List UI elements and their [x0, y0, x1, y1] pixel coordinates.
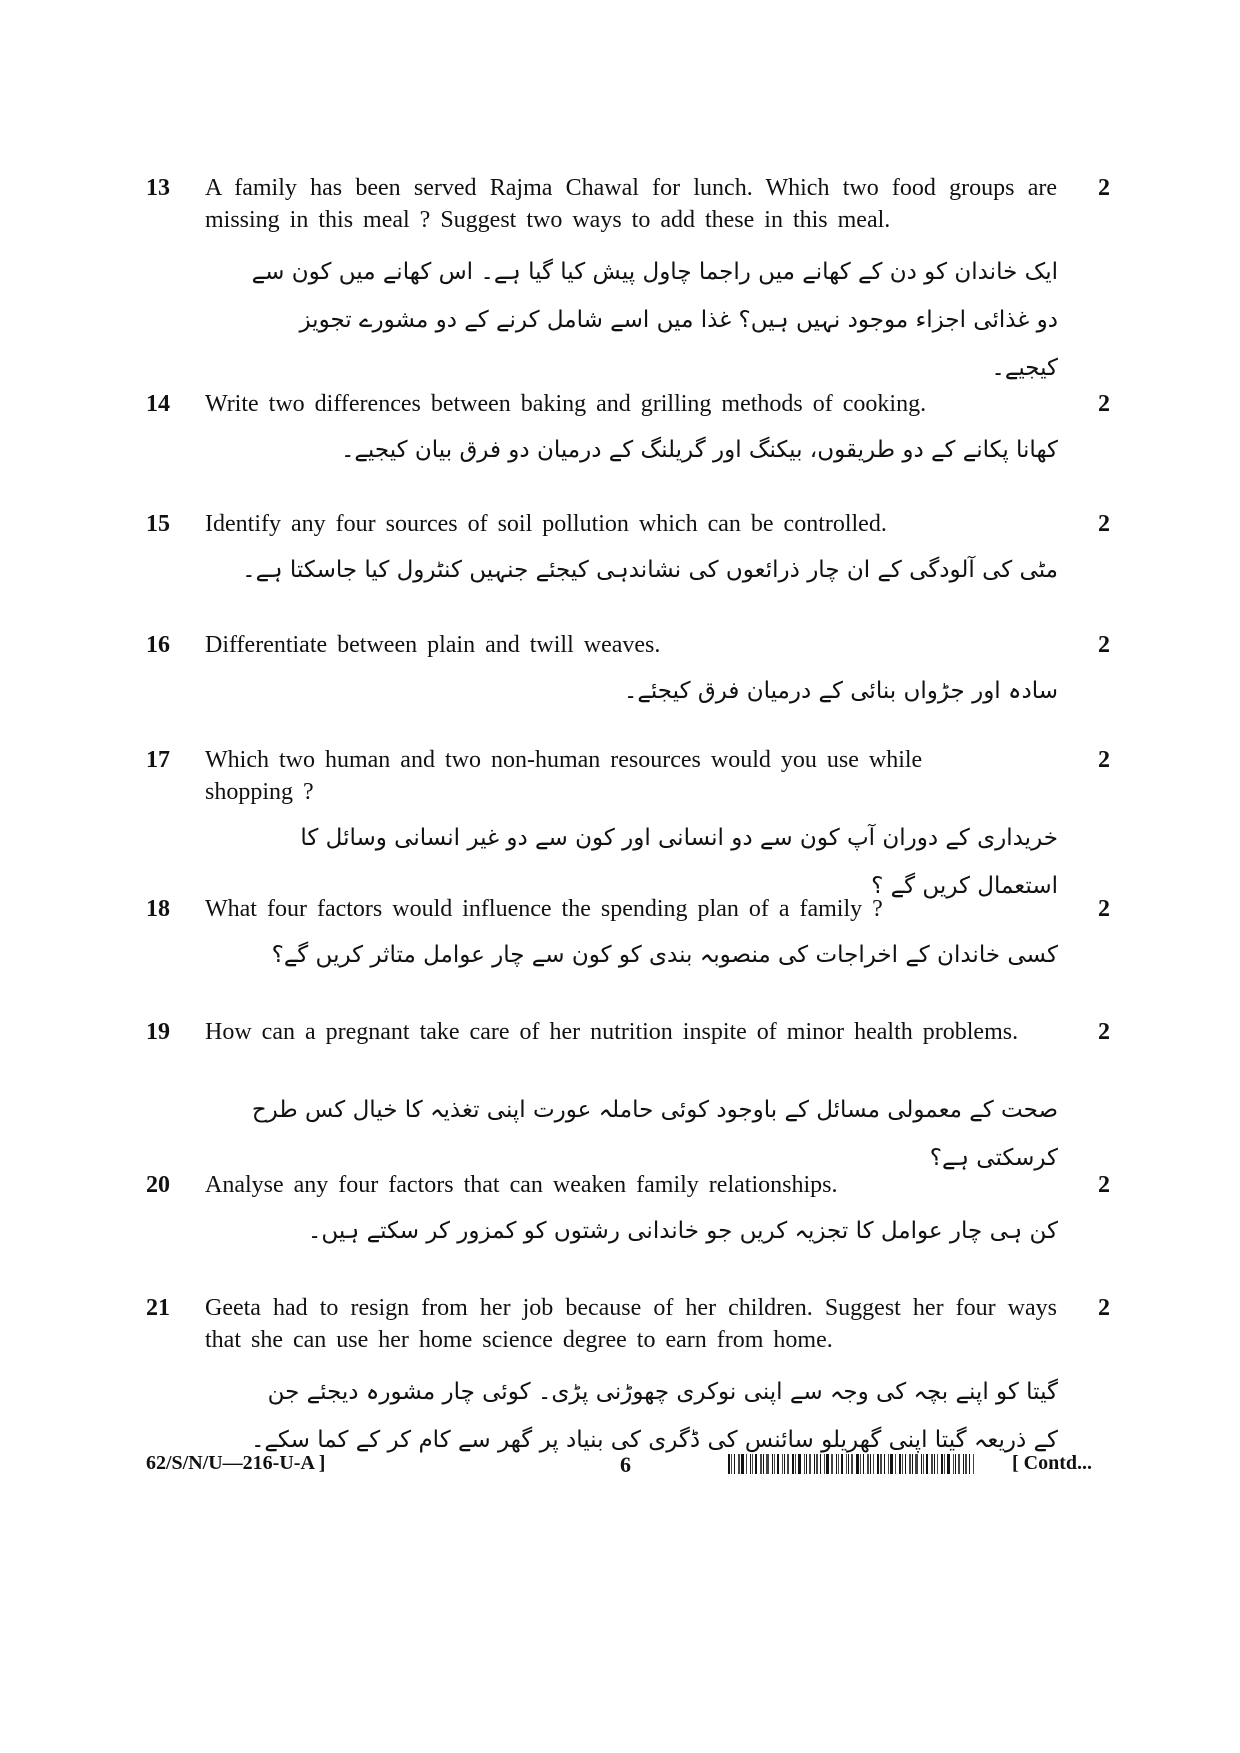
question-text-english: Geeta had to resign from her job because of her children. Suggest her four ways that she can use her home science degree to earn from home.: [205, 1295, 1057, 1353]
barcode-bar: [947, 1454, 950, 1474]
question-number: 21: [146, 1295, 170, 1321]
barcode-bar: [873, 1454, 874, 1474]
barcode-bar: [915, 1454, 918, 1474]
barcode-bar: [851, 1454, 853, 1474]
question-marks: 2: [1098, 896, 1110, 922]
barcode-bar: [772, 1454, 773, 1474]
barcode-bar: [734, 1454, 735, 1474]
question-text-urdu: کھانا پکانے کے دو طریقوں، بیکنگ اور گریلنگ کے درمیان دو فرق بیان کیجیے۔: [340, 437, 1058, 463]
barcode-bar: [934, 1454, 935, 1474]
question-text-urdu: صحت کے معمولی مسائل کے باوجود کوئی حاملہ عورت اپنی تغذیہ کا خیال کس طرح کرسکتی ہے؟: [251, 1097, 1058, 1171]
barcode-bar: [955, 1454, 956, 1474]
question-text-urdu: کسی خاندان کے اخراجات کی منصوبہ بندی کو کون سے چار عوامل متاثر کریں گے؟: [271, 942, 1058, 968]
barcode-bar: [750, 1454, 751, 1474]
question-text-english: A family has been served Rajma Chawal for lunch. Which two food groups are missing in this meal ? Suggest two ways to add these in this meal.: [205, 175, 1057, 233]
barcode-bar: [809, 1454, 811, 1474]
question-number: 15: [146, 511, 170, 537]
continued-label: [ Contd...: [1012, 1452, 1093, 1474]
question-marks: 2: [1098, 632, 1110, 658]
barcode: [728, 1454, 996, 1474]
question-number: 13: [146, 175, 170, 201]
barcode-bar: [909, 1454, 911, 1474]
barcode-bar: [814, 1454, 815, 1474]
barcode-bar: [923, 1454, 924, 1474]
barcode-bar: [953, 1454, 954, 1474]
page-number: 6: [620, 1452, 631, 1477]
question-marks: 2: [1098, 511, 1110, 537]
barcode-bar: [763, 1454, 764, 1474]
barcode-bar: [856, 1454, 859, 1474]
barcode-bar: [888, 1454, 889, 1474]
barcode-bar: [841, 1454, 843, 1474]
barcode-bar: [777, 1454, 779, 1474]
barcode-bar: [899, 1454, 901, 1474]
barcode-bar: [738, 1454, 740, 1474]
paper-code: 62/S/N/U—216-U-A ]: [146, 1452, 326, 1474]
barcode-bar: [774, 1454, 775, 1474]
barcode-bar: [937, 1454, 938, 1474]
barcode-bar: [890, 1454, 893, 1474]
question-text-english: What four factors would influence the spending plan of a family ?: [205, 896, 883, 922]
barcode-bar: [792, 1454, 794, 1474]
question-text-english: How can a pregnant take care of her nutrition inspite of minor health problems.: [205, 1019, 1019, 1045]
barcode-bar: [741, 1454, 744, 1474]
barcode-bar: [766, 1454, 769, 1474]
question-number: 18: [146, 896, 170, 922]
barcode-bar: [880, 1454, 882, 1474]
barcode-bar: [969, 1454, 970, 1474]
page-footer: [0, 1452, 1240, 1492]
barcode-bar: [941, 1454, 943, 1474]
barcode-bar: [795, 1454, 796, 1474]
barcode-bar: [965, 1454, 967, 1474]
barcode-bar: [755, 1454, 757, 1474]
barcode-bar: [746, 1454, 747, 1474]
barcode-bar: [905, 1454, 906, 1474]
barcode-bar: [824, 1454, 825, 1474]
barcode-bar: [926, 1454, 928, 1474]
barcode-bar: [816, 1454, 818, 1474]
question-number: 20: [146, 1172, 170, 1198]
question-marks: 2: [1098, 747, 1110, 773]
question-marks: 2: [1098, 1019, 1110, 1045]
barcode-bar: [782, 1454, 783, 1474]
barcode-bar: [820, 1454, 821, 1474]
barcode-bar: [902, 1454, 903, 1474]
barcode-bar: [728, 1454, 730, 1474]
question-number: 14: [146, 391, 170, 417]
question-marks: 2: [1098, 1172, 1110, 1198]
barcode-bar: [836, 1454, 837, 1474]
barcode-bar: [787, 1454, 789, 1474]
barcode-bar: [895, 1454, 896, 1474]
barcode-bar: [867, 1454, 869, 1474]
question-text-urdu: گیتا کو اپنے بچہ کی وجہ سے اپنی نوکری چھوڑنی پڑی۔ کوئی چار مشورہ دیجئے جن کے ذریعہ گیتا اپنی گھریلو سائنس کی ڈگری کی بنیاد پر گھر سے کام کر کے کما سکے۔: [250, 1379, 1058, 1453]
question-text-urdu: مٹی کی آلودگی کے ان چار ذرائعوں کی نشاندہی کیجئے جنہیں کنٹرول کیا جاسکتا ہے۔: [242, 557, 1058, 583]
question-marks: 2: [1098, 391, 1110, 417]
barcode-bar: [912, 1454, 913, 1474]
question-text-english: Write two differences between baking and grilling methods of cooking.: [205, 391, 927, 417]
barcode-bar: [884, 1454, 885, 1474]
barcode-bar: [958, 1454, 960, 1474]
question-text-urdu: ایک خاندان کو دن کے کھانے میں راجما چاول پیش کیا گیا ہے۔ اس کھانے میں کون سے دو غذائی اجزاء موجود نہیں ہیں؟ غذا میں اسے شامل کرنے کے دو مشورے تجویز کیجیے۔: [251, 259, 1058, 381]
question-text-english: Differentiate between plain and twill weaves.: [205, 632, 661, 658]
barcode-bar: [838, 1454, 839, 1474]
barcode-bar: [848, 1454, 849, 1474]
barcode-bar: [921, 1454, 922, 1474]
barcode-bar: [870, 1454, 871, 1474]
question-number: 19: [146, 1019, 170, 1045]
question-marks: 2: [1098, 1295, 1110, 1321]
barcode-bar: [831, 1454, 833, 1474]
barcode-bar: [944, 1454, 945, 1474]
barcode-bar: [973, 1454, 974, 1474]
question-text-urdu: سادہ اور جڑواں بنائی کے درمیان فرق کیجئے۔: [623, 678, 1058, 704]
barcode-bar: [784, 1454, 785, 1474]
question-text-english: Identify any four sources of soil pollution which can be controlled.: [205, 511, 887, 537]
question-text-english: Which two human and two non-human resources would you use while shopping ?: [205, 747, 923, 805]
barcode-bar: [752, 1454, 753, 1474]
question-text-urdu: خریداری کے دوران آپ کون سے دو انسانی اور کون سے دو غیر انسانی وسائل کا استعمال کریں گے ؟: [300, 825, 1058, 899]
barcode-bar: [860, 1454, 861, 1474]
barcode-bar: [877, 1454, 879, 1474]
question-number: 16: [146, 632, 170, 658]
question-text-urdu: کن ہی چار عوامل کا تجزیہ کریں جو خاندانی رشتوں کو کمزور کر سکتے ہیں۔: [307, 1218, 1058, 1244]
barcode-bar: [931, 1454, 933, 1474]
barcode-bar: [731, 1454, 732, 1474]
barcode-bar: [846, 1454, 847, 1474]
barcode-bar: [806, 1454, 807, 1474]
barcode-bar: [798, 1454, 801, 1474]
question-number: 17: [146, 747, 170, 773]
barcode-bar: [963, 1454, 964, 1474]
barcode-bar: [760, 1454, 762, 1474]
barcode-bar: [863, 1454, 864, 1474]
question-text-english: Analyse any four factors that can weaken family relationships.: [205, 1172, 838, 1198]
barcode-bar: [826, 1454, 829, 1474]
question-marks: 2: [1098, 175, 1110, 201]
barcode-bar: [804, 1454, 805, 1474]
